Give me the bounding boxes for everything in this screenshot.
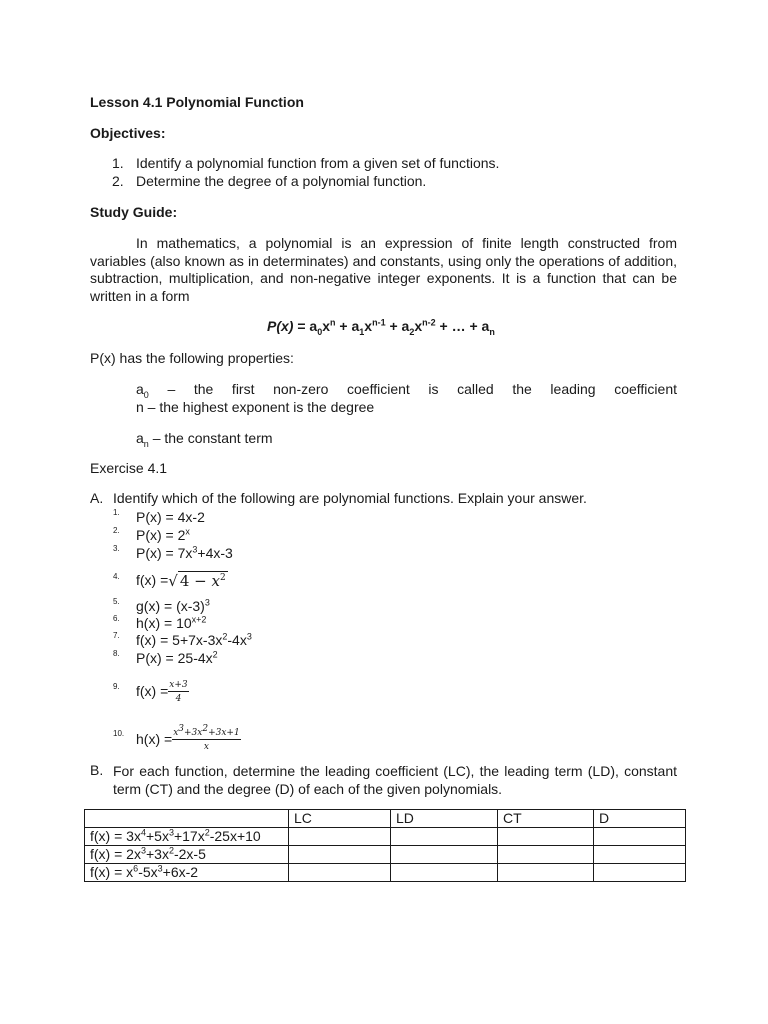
item-2: $P(x) = 2^x$ — [136, 526, 190, 543]
square-root-expression: √ $4 - x^2$ — [168, 572, 226, 591]
part-b-label: B. — [90, 762, 104, 778]
table-cell-d[interactable] — [594, 828, 686, 846]
table-header-cell: CT — [498, 810, 594, 828]
item-number: 8. — [113, 649, 120, 658]
objective-number: 1. — [112, 155, 124, 171]
item-number: 6. — [113, 614, 120, 623]
table-header-cell: LC — [289, 810, 391, 828]
item-9: f(x) = $\frac{x+3}{4}$ — [136, 680, 188, 705]
table-header-row — [85, 810, 686, 828]
item-number: 3. — [113, 544, 120, 553]
polynomial-table — [84, 809, 686, 882]
table-cell-ct[interactable] — [498, 864, 594, 882]
property-constant-term: $a_n$ – the constant term — [136, 430, 273, 449]
table-row — [85, 828, 686, 846]
table-cell-function: $f(x) = x^6-5x^3+6x-2$ — [85, 864, 289, 882]
lesson-title: Lesson 4.1 Polynomial Function — [90, 94, 304, 110]
property-leading-coefficient: $a_0$ – the first non-zero coefficient is called the leading coefficient — [136, 381, 677, 400]
item-5: $g(x) = (x-3)^3$ — [136, 597, 210, 614]
item-4: f(x) =√ $4 - x^2$ — [136, 572, 226, 591]
polynomial-formula: $P(x) = a_0x^n + a_1x^{n-1} + a_2x^{n-2}$ + … + $a_n$ — [267, 317, 495, 337]
table-row — [85, 864, 686, 882]
item-number: 4. — [113, 572, 120, 581]
part-a-label: A. — [90, 490, 104, 506]
table-cell-ct[interactable] — [498, 828, 594, 846]
table-cell-function: $f(x) = 2x^3+3x^2-2x-5$ — [85, 846, 289, 864]
objective-number: 2. — [112, 173, 124, 189]
study-guide-paragraph: In mathematics, a polynomial is an expression of finite length constructed from variables (also known as in determinates) and constants, using only the operations of addition, subtraction, multiplication, and non-negative integer exponents. It is a function that can be written in a form — [90, 235, 677, 304]
property-degree: n – the highest exponent is the degree — [136, 399, 375, 415]
exercise-title: Exercise 4.1 — [90, 460, 168, 476]
study-guide-heading: Study Guide: — [90, 204, 178, 220]
item-8: $P(x) = 25-4x^2$ — [136, 649, 218, 666]
table-cell-ct[interactable] — [498, 846, 594, 864]
item-number: 1. — [113, 508, 120, 517]
item-3: $P(x) = 7x^3+4x-3$ — [136, 544, 233, 561]
table-cell-d[interactable] — [594, 846, 686, 864]
table-cell-lc[interactable] — [289, 828, 391, 846]
item-6: $h(x) = 10^{x+2}$ — [136, 614, 207, 631]
objective-text: Determine the degree of a polynomial function. — [136, 173, 427, 189]
fraction: $\frac{x^3+3x^2+3x+1}{x}$ — [173, 724, 240, 753]
objective-text: Identify a polynomial function from a given set of functions. — [136, 155, 500, 171]
table-header-cell — [85, 810, 289, 828]
part-a-instruction: Identify which of the following are polynomial functions. Explain your answer. — [113, 490, 587, 506]
table-cell-function: $f(x) = 3x^4+5x^3+17x^2-25x+10$ — [85, 828, 289, 846]
table-cell-lc[interactable] — [289, 864, 391, 882]
item-1: P(x) = 4x-2 — [136, 509, 205, 525]
table-cell-d[interactable] — [594, 864, 686, 882]
table-cell-lc[interactable] — [289, 846, 391, 864]
properties-intro: P(x) has the following properties: — [90, 350, 294, 366]
item-number: 2. — [113, 526, 120, 535]
table-cell-ld[interactable] — [391, 846, 498, 864]
table-row — [85, 846, 686, 864]
part-b-instruction: For each function, determine the leading coefficient (LC), the leading term (LD), constant term (CT) and the degree (D) of each of the given polynomials. — [113, 763, 677, 797]
objectives-heading: Objectives: — [90, 125, 166, 141]
table-cell-ld[interactable] — [391, 828, 498, 846]
item-number: 10. — [113, 729, 125, 738]
item-number: 5. — [113, 597, 120, 606]
table-header-cell: LD — [391, 810, 498, 828]
item-7: $f(x) = 5+7x-3x^2-4x^3$ — [136, 631, 252, 648]
fraction: $\frac{x+3}{4}$ — [169, 680, 188, 705]
item-10: h(x) = $\frac{x^3+3x^2+3x+1}{x}$ — [136, 724, 240, 753]
table-header-cell: D — [594, 810, 686, 828]
table-cell-ld[interactable] — [391, 864, 498, 882]
item-number: 9. — [113, 682, 120, 691]
item-number: 7. — [113, 631, 120, 640]
